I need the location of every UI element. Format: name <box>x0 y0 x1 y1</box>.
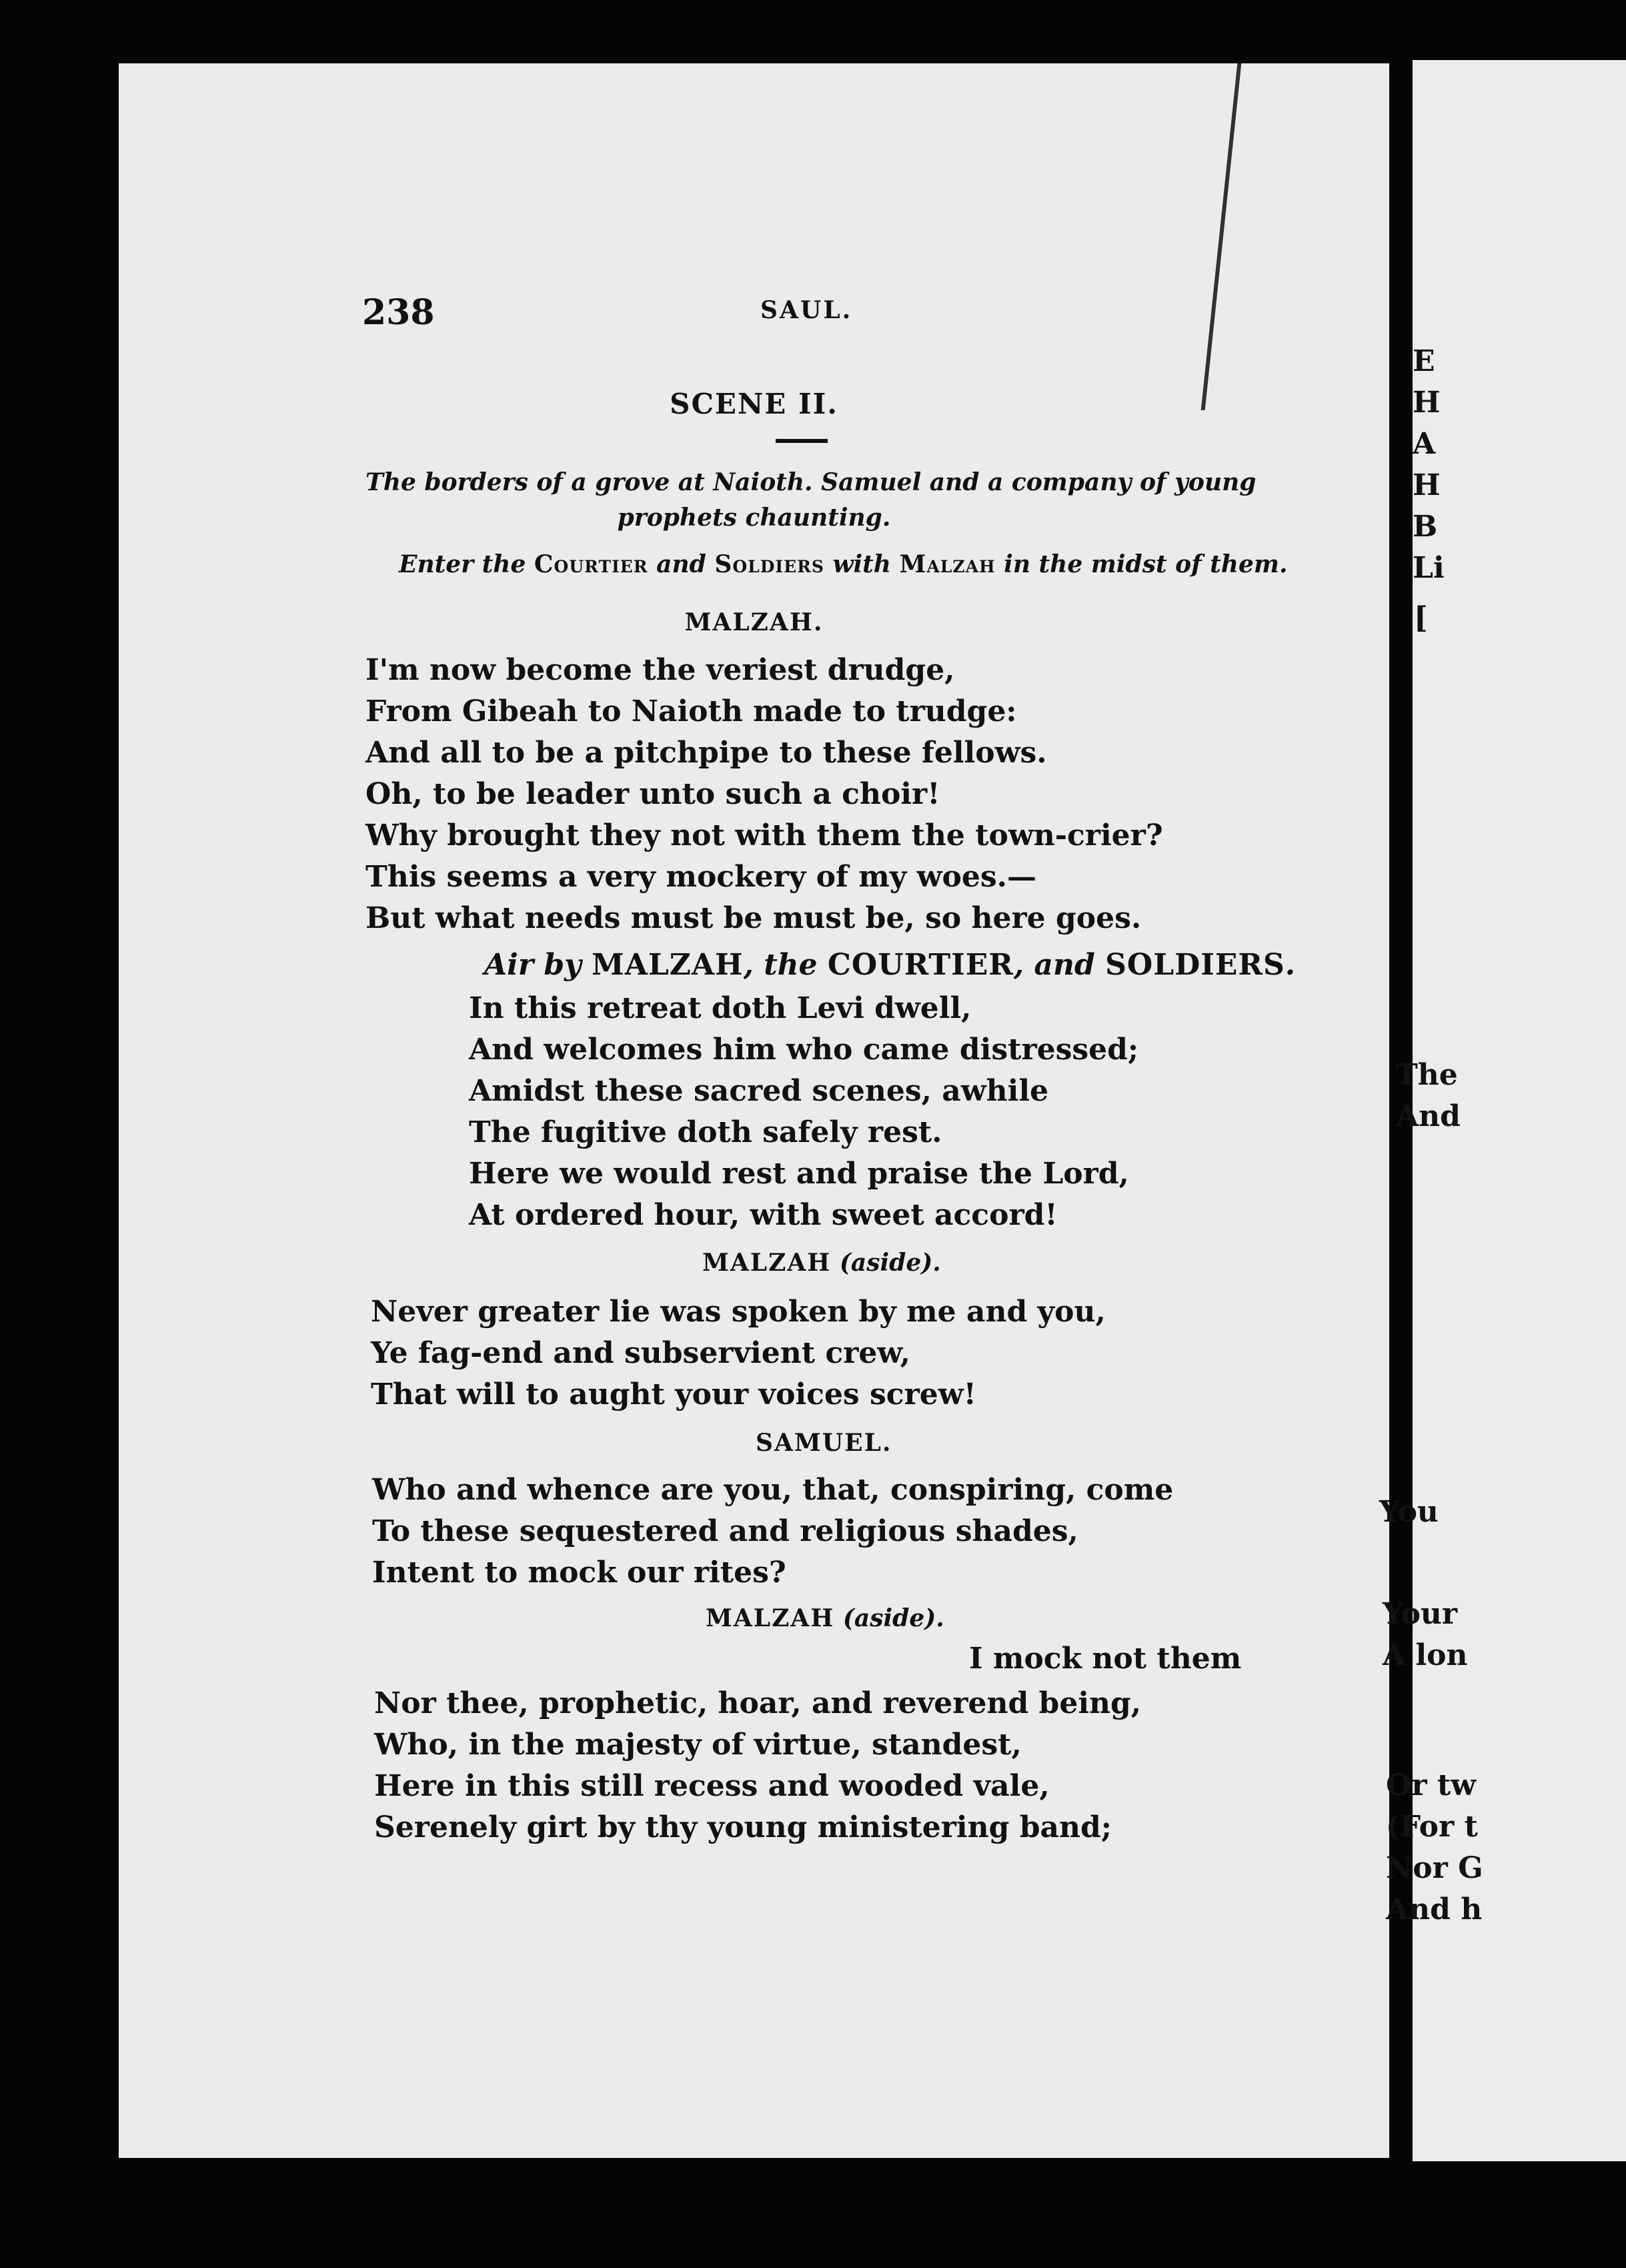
facing-page-fragment: E <box>1413 344 1435 378</box>
speaker-name: MALZAH <box>706 1604 835 1632</box>
verse-line: But what needs must be must be, so here goes. <box>365 901 1142 935</box>
verse-line: Oh, to be leader unto such a choir! <box>365 777 940 811</box>
verse-line: To these sequestered and religious shades, <box>372 1514 1078 1548</box>
facing-page-fragment: And h <box>1386 1892 1483 1926</box>
verse-line: Ye fag-end and subservient crew, <box>371 1336 910 1370</box>
verse-line: This seems a very mockery of my woes.— <box>365 860 1036 894</box>
facing-page-fragment: H <box>1413 386 1441 420</box>
facing-page-fragment: A lon <box>1383 1638 1468 1672</box>
speaker-aside: (aside). <box>834 1604 944 1632</box>
song-line: At ordered hour, with sweet accord! <box>469 1198 1058 1232</box>
facing-page-fragment: Your <box>1383 1597 1458 1631</box>
speaker-name: MALZAH <box>702 1249 832 1277</box>
entrance-courtier: Courtier <box>534 550 648 578</box>
air-end: . <box>1285 948 1296 982</box>
verse-line: Who and whence are you, that, conspiring, come <box>372 1473 1174 1507</box>
facing-page-fragment: A <box>1413 427 1436 461</box>
facing-page-fragment: H <box>1413 468 1441 502</box>
entrance-soldiers: Soldiers <box>714 550 824 578</box>
verse-line: Who, in the majesty of virtue, standest, <box>374 1728 1022 1762</box>
song-line: Amidst these sacred scenes, awhile <box>469 1074 1049 1108</box>
verse-line: Serenely girt by thy young ministering band; <box>374 1810 1112 1844</box>
song-line: Here we would rest and praise the Lord, <box>469 1157 1129 1191</box>
running-head: SAUL. <box>760 296 853 324</box>
scene-heading: SCENE II. <box>670 388 838 420</box>
verse-line: Nor thee, prophetic, hoar, and reverend being, <box>374 1686 1142 1720</box>
song-line: And welcomes him who came distressed; <box>469 1033 1139 1067</box>
air-courtier: COURTIER <box>827 948 1014 982</box>
speaker-malzah-aside <box>702 1251 941 1275</box>
air-by: Air by <box>484 948 592 982</box>
facing-page-fragment: Li <box>1413 551 1445 585</box>
page-tear-mark <box>1201 63 1269 410</box>
entrance-with: with <box>824 550 900 578</box>
song-line: The fugitive doth safely rest. <box>469 1115 942 1149</box>
entrance-malzah: Malzah <box>899 550 996 578</box>
facing-page-fragment: Or tw <box>1386 1768 1477 1802</box>
entrance-rest: in the midst of them. <box>995 550 1288 578</box>
heading-rule <box>776 439 828 443</box>
verse-line: Why brought they not with them the town-crier? <box>365 818 1163 853</box>
facing-page-fragment: Nor G <box>1386 1851 1483 1885</box>
speaker-samuel: SAMUEL. <box>756 1429 892 1457</box>
book-page-238 <box>119 63 1389 2158</box>
entrance-enter: Enter the <box>399 550 534 578</box>
speaker-malzah-aside <box>706 1606 944 1630</box>
verse-line: From Gibeah to Naioth made to trudge: <box>365 694 1017 728</box>
air-the: , the <box>743 948 828 982</box>
verse-line: And all to be a pitchpipe to these fellows. <box>365 736 1047 770</box>
verse-line: Never greater lie was spoken by me and you, <box>371 1295 1106 1329</box>
facing-page-fragment: And <box>1396 1099 1461 1133</box>
stage-direction-line-2: prophets chaunting. <box>617 504 891 532</box>
verse-line-indented: I mock not them <box>969 1642 1242 1676</box>
verse-line: Intent to mock our rites? <box>372 1556 786 1590</box>
verse-line: Here in this still recess and wooded vale, <box>374 1769 1050 1803</box>
song-line: In this retreat doth Levi dwell, <box>469 991 972 1025</box>
verse-line: That will to aught your voices screw! <box>371 1377 976 1411</box>
speaker-aside: (aside). <box>831 1249 941 1277</box>
air-soldiers: SOLDIERS <box>1105 948 1285 982</box>
air-and: , and <box>1013 948 1106 982</box>
page-number: 238 <box>362 292 435 333</box>
facing-page-fragment: [ <box>1414 601 1428 635</box>
speaker-malzah: MALZAH. <box>684 608 824 636</box>
facing-page-edge <box>1379 60 1626 2161</box>
facing-page-fragment: B <box>1413 510 1438 544</box>
air-malzah: MALZAH <box>592 948 744 982</box>
verse-line: I'm now become the veriest drudge, <box>365 653 955 687</box>
facing-page-fragment: The <box>1396 1058 1458 1092</box>
entrance-and: and <box>648 550 715 578</box>
air-direction <box>484 948 1296 982</box>
facing-page-fragment: You <box>1379 1495 1439 1529</box>
entrance-direction <box>399 552 1288 576</box>
facing-page-fragment: (For t <box>1386 1810 1478 1844</box>
stage-direction-line-1: The borders of a grove at Naioth. Samuel and a company of young <box>365 468 1257 496</box>
